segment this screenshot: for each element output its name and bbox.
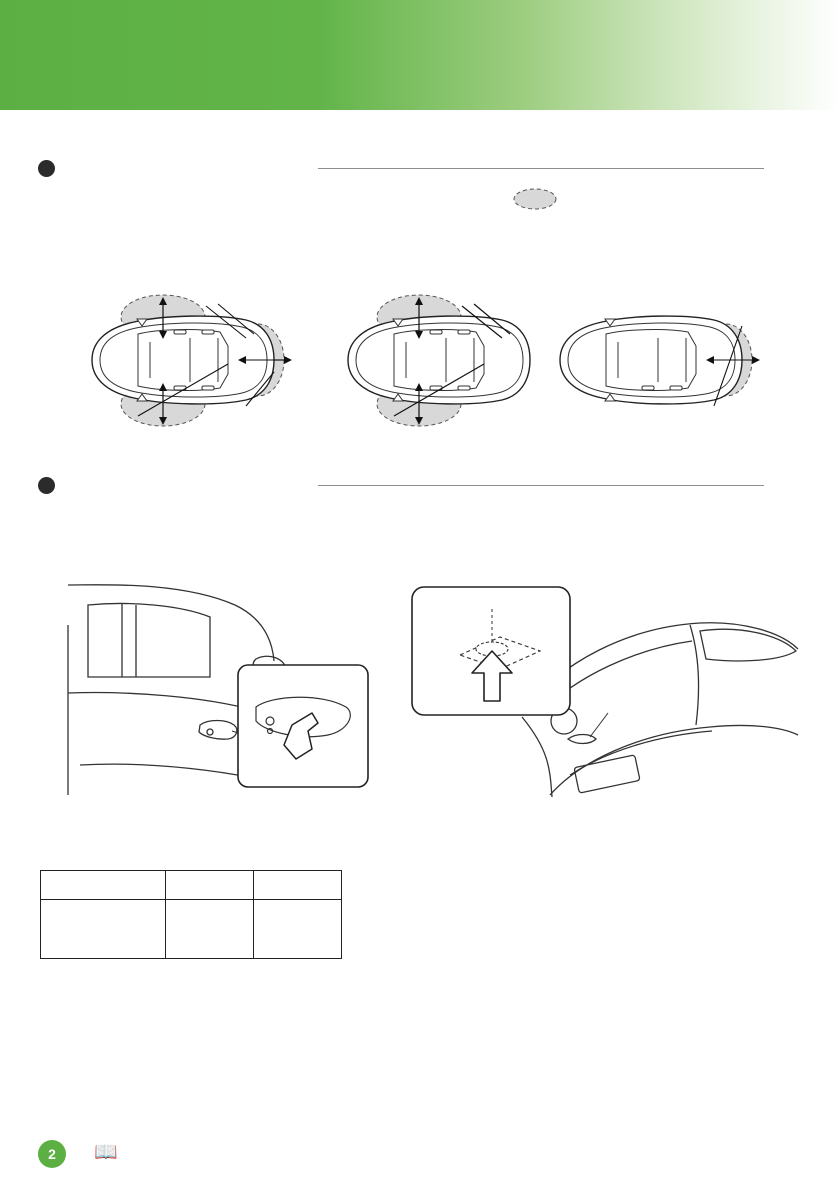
table-cell-value-1 bbox=[165, 900, 253, 959]
page-header-band bbox=[0, 0, 839, 110]
spec-table bbox=[40, 870, 342, 959]
table-row bbox=[41, 900, 342, 959]
book-icon: 📖 bbox=[94, 1142, 118, 1163]
table-cell-value-2 bbox=[253, 900, 341, 959]
table-header-row bbox=[41, 871, 342, 900]
car-figure-left bbox=[78, 286, 293, 436]
door-handle-illustration bbox=[60, 565, 380, 810]
section-rule-1 bbox=[318, 168, 764, 169]
section-bullet-detection-areas bbox=[38, 160, 55, 177]
table-header-cell-1 bbox=[41, 871, 166, 900]
trunk-sensor-illustration bbox=[400, 565, 800, 815]
detection-zone-legend-swatch bbox=[512, 186, 558, 212]
section-rule-2 bbox=[318, 485, 764, 486]
page-number-badge: 2 bbox=[38, 1140, 66, 1168]
table-header-cell-3 bbox=[253, 871, 341, 900]
section-bullet-locking bbox=[38, 477, 55, 494]
car-figure-right bbox=[546, 286, 761, 436]
table-header-cell-2 bbox=[165, 871, 253, 900]
table-cell-label bbox=[41, 900, 166, 959]
car-figure-center bbox=[334, 286, 549, 436]
